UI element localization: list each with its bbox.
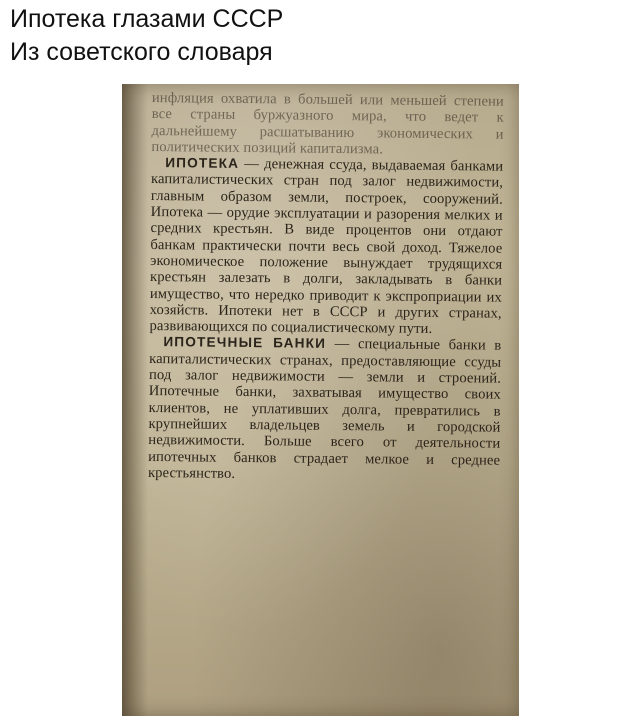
page-fold-shadow [122, 84, 148, 716]
entry-ipotechnye-banki-definition: — специальные банки в капиталистических странах, предоставляющие ссуды под залог недвижимости — земли и строений. Ипотечные банки, захватывая имущество своих клиентов, не уплативших долга, превратились в крупнейших владельцев земель и городской недвижимости. Больше всего от деятельности ипотечных банков страдает мелкое и среднее крестьянство. [147, 336, 502, 482]
post-caption [10, 0, 630, 69]
caption-title: Ипотека глазами СССР [10, 5, 284, 33]
dictionary-page-photo [122, 84, 519, 716]
entry-ipoteka [149, 155, 503, 338]
intro-text: инфляция охватила в большей или меньшей степени все страны буржуазного мира, что ведет к дальнейшему расшатыванию экономических и политических позиций капитализма. [151, 90, 504, 158]
entry-ipotechnye-banki [148, 334, 502, 484]
dictionary-text [148, 90, 504, 485]
entry-ipoteka-term: ИПОТЕКА [165, 155, 240, 172]
entry-ipoteka-definition: — денежная ссуда, выдаваемая банками капиталистических стран под залог недвижимости, главным образом земли, построек, сооружений. Ипотека — орудие эксплуатации и разорения мелких и средних крестьян. В виде процентов они отдают банкам практически почти весь свой доход. Тяжелое экономическое положение вынуждает трудящихся крестьян залезать в долги, закладывать в банки имущество, что нередко приводит к экспроприации их хозяйств. Ипотеки нет в СССР и других странах, развивающихся по социалистическому пути. [149, 156, 504, 338]
entry-ipotechnye-banki-term: ИПОТЕЧНЫЕ БАНКИ [163, 334, 327, 352]
caption-subtitle: Из советского словаря [10, 38, 273, 66]
intro-fragment [151, 90, 504, 159]
